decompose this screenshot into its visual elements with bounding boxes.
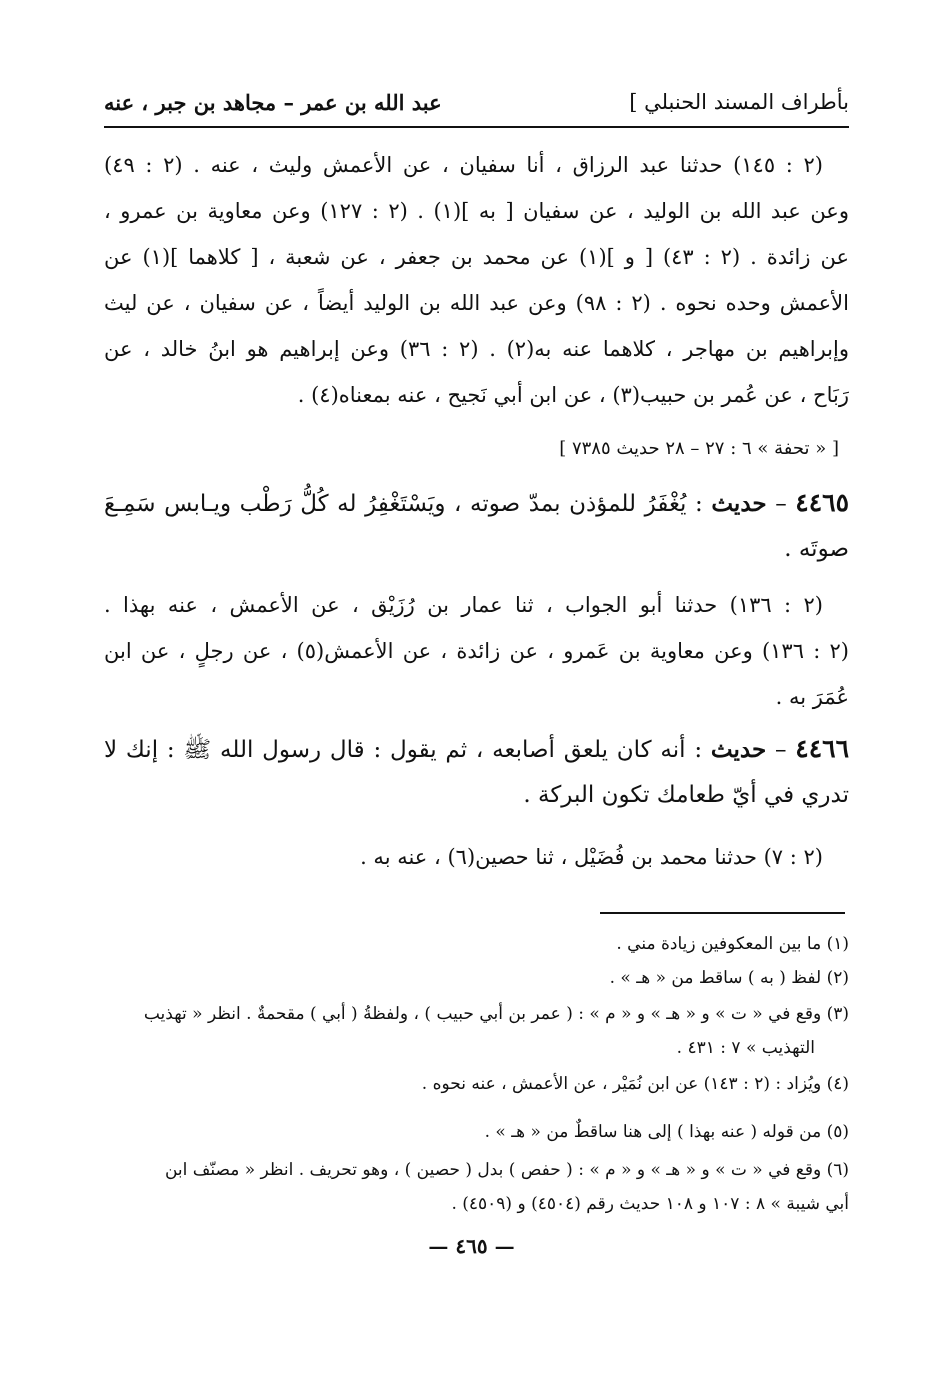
text-line: عُمَرَ به . bbox=[775, 685, 849, 709]
page-number: — ٤٦٥ — bbox=[428, 1234, 515, 1258]
hadith-text-line: صوتَه . bbox=[784, 536, 849, 562]
header-chapter-title: عبد الله بن عمر – مجاهد بن جبر ، عنه bbox=[104, 89, 442, 115]
footnote: (٥) من قوله ( عنه بهذا ) إلى هنا ساقطٌ من « هـ » . bbox=[484, 1122, 849, 1142]
dash: – bbox=[766, 737, 796, 763]
footnote-continuation: التهذيب » ٧ : ٤٣١ . bbox=[676, 1038, 815, 1058]
hadith-label: حديث bbox=[711, 490, 767, 517]
text-line: (٢ : ٧) حدثنا محمد بن فُضَيْل ، ثنا حصين(٦) ، عنه به . bbox=[360, 845, 823, 869]
text-line: الأعمش وحده نحوه . (٢ : ٩٨) وعن عبد الله بن الوليد أيضاً ، عن سفيان ، عن ليث bbox=[104, 291, 849, 315]
hadith-label: حديث bbox=[710, 736, 767, 763]
hadith-text: : يُغْفَرُ للمؤذن بمدّ صوته ، ويَسْتَغْفِرُ له كُلُّ رَطْب ويـابس سَمِـعَ bbox=[104, 491, 712, 517]
hadith-heading bbox=[104, 480, 849, 526]
hadith-number: ٤٤٦٦ bbox=[795, 734, 849, 763]
hadith-text-line: تدري في أيّ طعامك تكون البركة . bbox=[523, 782, 849, 808]
footnote: (٢) لفظ ( به ) ساقط من « هـ » . bbox=[609, 968, 849, 988]
text-line: رَبَاح ، عن عُمر بن حبيب(٣) ، عن ابن أبي نَجيح ، عنه بمعناه(٤) . bbox=[297, 383, 849, 407]
footnote-continuation: أبي شيبة » ٨ : ١٠٧ و ١٠٨ حديث رقم (٤٥٠٤) و (٤٥٠٩) . bbox=[451, 1194, 849, 1214]
hadith-number: ٤٤٦٥ bbox=[795, 488, 849, 517]
dash: – bbox=[766, 491, 796, 517]
header-book-title: بأطراف المسند الحنبلي ] bbox=[629, 90, 849, 114]
hadith-heading bbox=[104, 726, 849, 772]
text-line: وإبراهيم بن مهاجر ، كلاهما عنه به(٢) . (٢ : ٣٦) وعن إبراهيم هو ابنُ خالد ، عن bbox=[104, 337, 849, 361]
text-line: (٢ : ١٣٦) حدثنا أبو الجواب ، ثنا عمار بن رُزَيْق ، عن الأعمش ، عنه بهذا . bbox=[104, 593, 823, 617]
text-line: (٢ : ١٤٥) حدثنا عبد الرزاق ، أنا سفيان ، عن الأعمش وليث ، عنه . (٢ : ٤٩) bbox=[104, 153, 823, 177]
text-line: وعن عبد الله بن الوليد ، عن سفيان [ به ](١) . (٢ : ١٢٧) وعن معاوية بن عمرو ، bbox=[104, 199, 849, 223]
tuhfa-reference: [ « تحفة » ٦ : ٢٧ – ٢٨ حديث ٧٣٨٥ ] bbox=[559, 438, 839, 459]
footnote: (١) ما بين المعكوفين زيادة مني . bbox=[616, 934, 849, 954]
text-line: عن زائدة . (٢ : ٤٣) [ و ](١) عن محمد بن جعفر ، عن شعبة ، [ كلاهما ](١) عن bbox=[104, 245, 849, 269]
footnote: (٣) وقع في « ت » و « هـ » و « م » : ( عمر بن أبي حبيب ) ، ولفظةُ ( أبي ) مقحمةٌ . انظر « تهذيب bbox=[143, 1004, 849, 1024]
running-header bbox=[104, 84, 849, 120]
header-rule bbox=[104, 126, 849, 128]
footnote-rule bbox=[600, 912, 845, 914]
footnote: (٦) وقع في « ت » و « هـ » و « م » : ( حفص ) بدل ( حصين ) ، وهو تحريف . انظر « مصنّف ابن bbox=[164, 1160, 849, 1180]
text-line: (٢ : ١٣٦) وعن معاوية بن عَمرو ، عن زائدة ، عن الأعمش(٥) ، عن رجلٍ ، عن ابن bbox=[104, 639, 849, 663]
hadith-text: : أنه كان يلعق أصابعه ، ثم يقول : قال رسول الله ﷺ : إنك لا bbox=[104, 737, 711, 763]
footnote: (٤) ويُزاد : (٢ : ١٤٣) عن ابن نُمَيْر ، عن الأعمش ، عنه نحوه . bbox=[421, 1074, 849, 1094]
